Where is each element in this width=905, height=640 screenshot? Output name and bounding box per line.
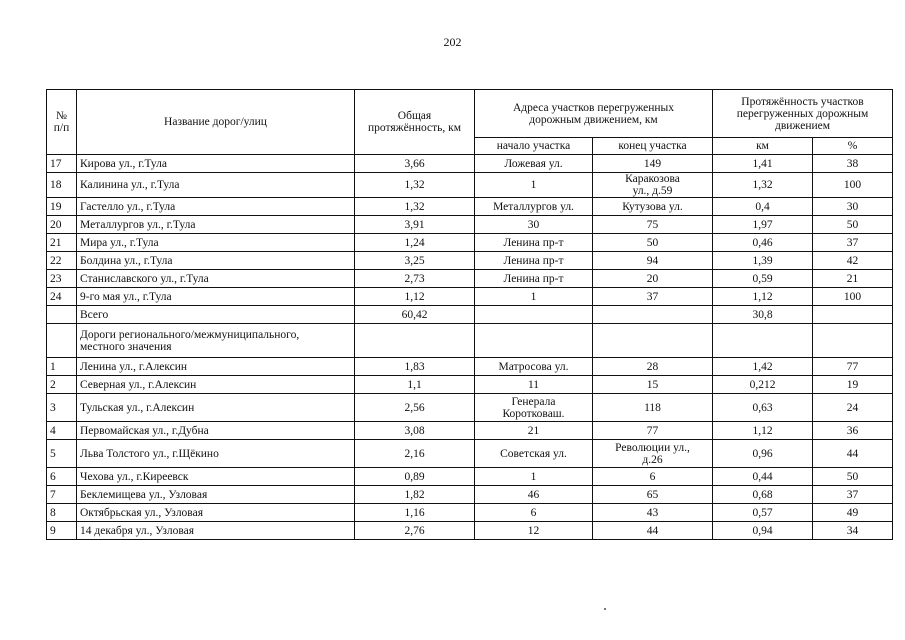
row-start-cell: Ложевая ул. <box>475 155 593 173</box>
row-total-cell: 2,16 <box>355 440 475 468</box>
row-total-cell: 1,1 <box>355 376 475 394</box>
row-start-cell: 1 <box>475 173 593 198</box>
row-percent-cell: 19 <box>813 376 893 394</box>
row-km-cell: 1,39 <box>713 252 813 270</box>
scan-speck <box>604 608 606 610</box>
row-name-cell: Мира ул., г.Тула <box>77 234 355 252</box>
row-name-cell: Болдина ул., г.Тула <box>77 252 355 270</box>
row-num-cell: 24 <box>47 288 77 306</box>
table-row <box>47 422 893 440</box>
row-start-cell: 6 <box>475 504 593 522</box>
row-total-cell: 3,08 <box>355 422 475 440</box>
row-name-cell: Беклемищева ул., Узловая <box>77 486 355 504</box>
header-congested-length: Протяжённость участков перегруженных дорожным движением <box>713 90 893 138</box>
table-row <box>47 155 893 173</box>
row-percent-cell <box>813 324 893 358</box>
row-name-cell: Льва Толстого ул., г.Щёкино <box>77 440 355 468</box>
table-row <box>47 358 893 376</box>
row-num-cell: 17 <box>47 155 77 173</box>
row-end-cell: 50 <box>593 234 713 252</box>
row-end-cell <box>593 306 713 324</box>
row-num-cell: 18 <box>47 173 77 198</box>
row-name-cell: Станиславского ул., г.Тула <box>77 270 355 288</box>
row-name-cell: Чехова ул., г.Киреевск <box>77 468 355 486</box>
row-name-cell: Кирова ул., г.Тула <box>77 155 355 173</box>
row-num-cell <box>47 306 77 324</box>
row-km-cell: 0,44 <box>713 468 813 486</box>
row-num-cell: 1 <box>47 358 77 376</box>
row-total-cell: 1,12 <box>355 288 475 306</box>
row-start-cell: Советская ул. <box>475 440 593 468</box>
row-num-cell: 7 <box>47 486 77 504</box>
row-km-cell: 1,32 <box>713 173 813 198</box>
row-km-cell: 0,94 <box>713 522 813 540</box>
row-km-cell: 0,212 <box>713 376 813 394</box>
row-km-cell: 1,41 <box>713 155 813 173</box>
row-end-cell: 94 <box>593 252 713 270</box>
table-row <box>47 486 893 504</box>
row-total-cell: 2,76 <box>355 522 475 540</box>
row-num-cell: 19 <box>47 198 77 216</box>
row-km-cell: 0,63 <box>713 394 813 422</box>
table-row <box>47 252 893 270</box>
row-percent-cell: 44 <box>813 440 893 468</box>
row-end-cell: 77 <box>593 422 713 440</box>
row-km-cell: 1,12 <box>713 422 813 440</box>
row-end-cell: Кутузова ул. <box>593 198 713 216</box>
row-start-cell: 30 <box>475 216 593 234</box>
row-end-cell: 15 <box>593 376 713 394</box>
header-num: № п/п <box>47 90 77 155</box>
row-start-cell: Матросова ул. <box>475 358 593 376</box>
row-total-cell: 1,32 <box>355 173 475 198</box>
row-name-cell: Октябрьская ул., Узловая <box>77 504 355 522</box>
row-end-cell: 44 <box>593 522 713 540</box>
row-start-cell: Металлургов ул. <box>475 198 593 216</box>
row-name-cell: Северная ул., г.Алексин <box>77 376 355 394</box>
row-total-cell: 3,66 <box>355 155 475 173</box>
table-row <box>47 306 893 324</box>
header-end: конец участка <box>593 138 713 155</box>
row-percent-cell <box>813 306 893 324</box>
table-row <box>47 468 893 486</box>
row-percent-cell: 37 <box>813 486 893 504</box>
row-end-cell: 65 <box>593 486 713 504</box>
row-num-cell: 2 <box>47 376 77 394</box>
row-total-cell <box>355 324 475 358</box>
table-row <box>47 504 893 522</box>
row-percent-cell: 50 <box>813 468 893 486</box>
row-start-cell: 12 <box>475 522 593 540</box>
row-start-cell: 46 <box>475 486 593 504</box>
row-end-cell: 75 <box>593 216 713 234</box>
row-name-cell: Дороги регионального/межмуниципального, местного значения <box>77 324 355 358</box>
row-end-cell: 118 <box>593 394 713 422</box>
row-percent-cell: 21 <box>813 270 893 288</box>
table-row <box>47 270 893 288</box>
table-row <box>47 440 893 468</box>
row-name-cell: Ленина ул., г.Алексин <box>77 358 355 376</box>
row-num-cell: 4 <box>47 422 77 440</box>
row-end-cell: 20 <box>593 270 713 288</box>
row-km-cell: 30,8 <box>713 306 813 324</box>
table-row <box>47 522 893 540</box>
row-percent-cell: 50 <box>813 216 893 234</box>
row-percent-cell: 100 <box>813 288 893 306</box>
row-percent-cell: 49 <box>813 504 893 522</box>
row-km-cell: 1,12 <box>713 288 813 306</box>
row-num-cell: 22 <box>47 252 77 270</box>
row-start-cell <box>475 324 593 358</box>
row-percent-cell: 34 <box>813 522 893 540</box>
header-total-length: Общая протяжённость, км <box>355 90 475 155</box>
row-end-cell <box>593 324 713 358</box>
row-end-cell: 28 <box>593 358 713 376</box>
row-end-cell: 37 <box>593 288 713 306</box>
row-start-cell: Ленина пр-т <box>475 234 593 252</box>
header-start: начало участка <box>475 138 593 155</box>
row-start-cell: 1 <box>475 288 593 306</box>
row-name-cell: Первомайская ул., г.Дубна <box>77 422 355 440</box>
row-start-cell: 1 <box>475 468 593 486</box>
row-total-cell: 2,73 <box>355 270 475 288</box>
row-total-cell: 3,91 <box>355 216 475 234</box>
row-name-cell: 14 декабря ул., Узловая <box>77 522 355 540</box>
page-number: 202 <box>443 35 462 49</box>
table-row <box>47 173 893 198</box>
row-percent-cell: 37 <box>813 234 893 252</box>
row-km-cell: 0,46 <box>713 234 813 252</box>
row-km-cell: 0,68 <box>713 486 813 504</box>
header-addresses: Адреса участков перегруженных дорожным движением, км <box>475 90 713 138</box>
row-num-cell: 6 <box>47 468 77 486</box>
row-name-cell: Калинина ул., г.Тула <box>77 173 355 198</box>
row-km-cell: 1,97 <box>713 216 813 234</box>
row-km-cell: 0,4 <box>713 198 813 216</box>
row-km-cell: 0,57 <box>713 504 813 522</box>
row-total-cell: 1,82 <box>355 486 475 504</box>
row-num-cell: 9 <box>47 522 77 540</box>
row-name-cell: Металлургов ул., г.Тула <box>77 216 355 234</box>
row-end-cell: 149 <box>593 155 713 173</box>
row-num-cell <box>47 324 77 358</box>
row-total-cell: 1,16 <box>355 504 475 522</box>
row-total-cell: 0,89 <box>355 468 475 486</box>
header-km: км <box>713 138 813 155</box>
row-num-cell: 3 <box>47 394 77 422</box>
header-name: Название дорог/улиц <box>77 90 355 155</box>
row-km-cell <box>713 324 813 358</box>
row-percent-cell: 77 <box>813 358 893 376</box>
row-num-cell: 23 <box>47 270 77 288</box>
row-percent-cell: 38 <box>813 155 893 173</box>
table-row <box>47 198 893 216</box>
row-km-cell: 0,96 <box>713 440 813 468</box>
table-row <box>47 376 893 394</box>
row-km-cell: 0,59 <box>713 270 813 288</box>
row-percent-cell: 30 <box>813 198 893 216</box>
table-body <box>47 155 893 540</box>
row-percent-cell: 42 <box>813 252 893 270</box>
table-row <box>47 394 893 422</box>
row-total-cell: 1,83 <box>355 358 475 376</box>
row-end-cell: 43 <box>593 504 713 522</box>
row-num-cell: 20 <box>47 216 77 234</box>
row-start-cell: 21 <box>475 422 593 440</box>
table-row <box>47 324 893 358</box>
row-start-cell: 11 <box>475 376 593 394</box>
row-total-cell: 2,56 <box>355 394 475 422</box>
row-total-cell: 3,25 <box>355 252 475 270</box>
row-start-cell: Ленина пр-т <box>475 252 593 270</box>
table-row <box>47 216 893 234</box>
table-row <box>47 288 893 306</box>
row-start-cell: Ленина пр-т <box>475 270 593 288</box>
row-end-cell: Каракозова ул., д.59 <box>593 173 713 198</box>
row-total-cell: 1,32 <box>355 198 475 216</box>
row-name-cell: Гастелло ул., г.Тула <box>77 198 355 216</box>
row-percent-cell: 24 <box>813 394 893 422</box>
row-percent-cell: 36 <box>813 422 893 440</box>
row-num-cell: 5 <box>47 440 77 468</box>
row-num-cell: 8 <box>47 504 77 522</box>
header-percent: % <box>813 138 893 155</box>
row-km-cell: 1,42 <box>713 358 813 376</box>
row-start-cell: Генерала Коротковаш. <box>475 394 593 422</box>
row-start-cell <box>475 306 593 324</box>
row-total-cell: 60,42 <box>355 306 475 324</box>
row-end-cell: Революции ул., д.26 <box>593 440 713 468</box>
row-num-cell: 21 <box>47 234 77 252</box>
row-percent-cell: 100 <box>813 173 893 198</box>
row-name-cell: Тульская ул., г.Алексин <box>77 394 355 422</box>
row-total-cell: 1,24 <box>355 234 475 252</box>
row-name-cell: Всего <box>77 306 355 324</box>
table-row <box>47 234 893 252</box>
row-end-cell: 6 <box>593 468 713 486</box>
row-name-cell: 9-го мая ул., г.Тула <box>77 288 355 306</box>
roads-table <box>46 89 893 540</box>
